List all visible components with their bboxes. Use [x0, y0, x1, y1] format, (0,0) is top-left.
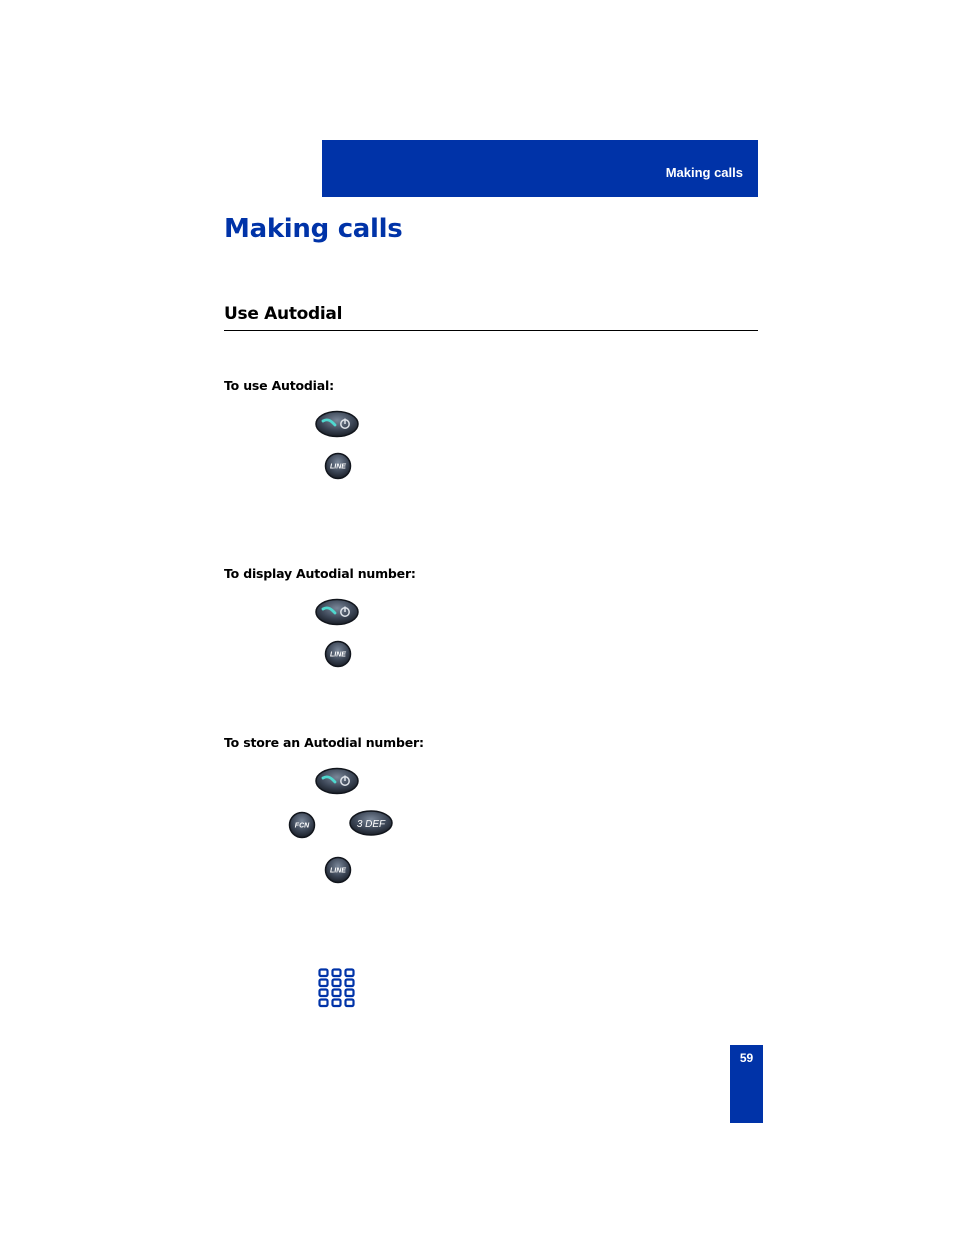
page-title: Making calls: [224, 214, 403, 244]
header-chapter-label: Making calls: [665, 165, 743, 180]
line-key-label: LINE: [330, 463, 346, 471]
dialpad-icon: [318, 968, 356, 1008]
handsfree-key-icon: [314, 767, 360, 795]
handsfree-key-icon: [314, 598, 360, 626]
line-key-icon: [324, 640, 352, 668]
line-key-icon: [324, 452, 352, 480]
procedure-heading-store-autodial: To store an Autodial number:: [224, 735, 424, 750]
page-number: 59: [739, 1051, 754, 1065]
line-key-label: LINE: [330, 651, 346, 659]
three-def-key-label: 3 DEF: [356, 819, 386, 830]
section-title: Use Autodial: [224, 304, 343, 324]
three-def-key-icon: [349, 809, 395, 837]
procedure-heading-display-autodial: To display Autodial number:: [224, 566, 416, 581]
procedure-heading-use-autodial: To use Autodial:: [224, 378, 334, 393]
fcn-key-icon: [288, 811, 316, 839]
header-bar: [322, 140, 758, 197]
line-key-icon: [324, 856, 352, 884]
fcn-key-label: FCN: [294, 822, 310, 830]
section-divider: [224, 330, 758, 331]
line-key-label: LINE: [330, 867, 346, 875]
handsfree-key-icon: [314, 410, 360, 438]
page-number-tab: [730, 1045, 763, 1123]
